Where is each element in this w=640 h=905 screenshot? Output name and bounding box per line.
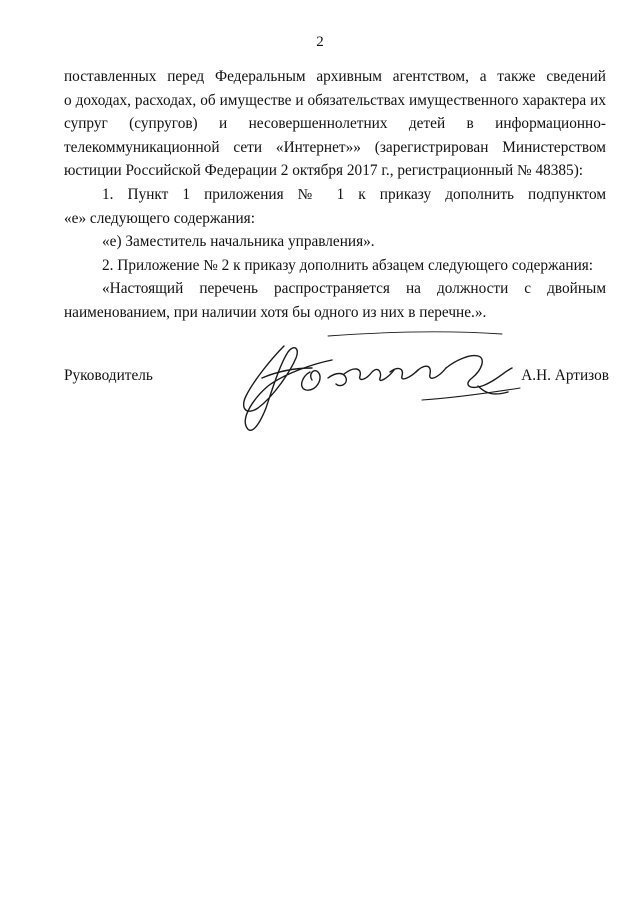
paragraph-5-line-2: наименованием, при наличии хотя бы одного из них в перечне.». [64, 303, 487, 321]
signer-position: Руководитель [64, 367, 153, 384]
paragraph-1-line-1: поставленных перед Федеральным архивным агентством, а также сведений [64, 68, 606, 85]
page-number: 2 [316, 34, 324, 50]
document-body [64, 65, 606, 325]
paragraph-1-line-2: о доходах, расходах, об имуществе и обязательствах имущественного характера их [64, 91, 606, 109]
paragraph-4: 2. Приложение № 2 к приказу дополнить абзацем следующего содержания: [102, 256, 594, 274]
signer-name: А.Н. Артизов [521, 367, 609, 384]
paragraph-2-line-2: «е» следующего содержания: [64, 209, 255, 227]
paragraph-1-line-3: супруг (супругов) и несовершеннолетних детей в информационно- [64, 115, 606, 133]
paragraph-1-line-5: юстиции Российской Федерации 2 октября 2017 г., регистрационный № 48385): [64, 162, 584, 180]
paragraph-2-line-1: 1. Пункт 1 приложения № 1 к приказу дополнить подпунктом [102, 185, 606, 203]
paragraph-2 [64, 183, 606, 230]
paragraph-1 [64, 65, 606, 183]
signature-icon [232, 328, 532, 440]
paragraph-5 [64, 277, 606, 324]
paragraph-3: «е) Заместитель начальника управления». [102, 233, 375, 251]
paragraph-1-line-4: телекоммуникационной сети «Интернет»» (зарегистрирован Министерством [64, 138, 606, 156]
paragraph-5-line-1: «Настоящий перечень распространяется на должности с двойным [102, 280, 606, 298]
